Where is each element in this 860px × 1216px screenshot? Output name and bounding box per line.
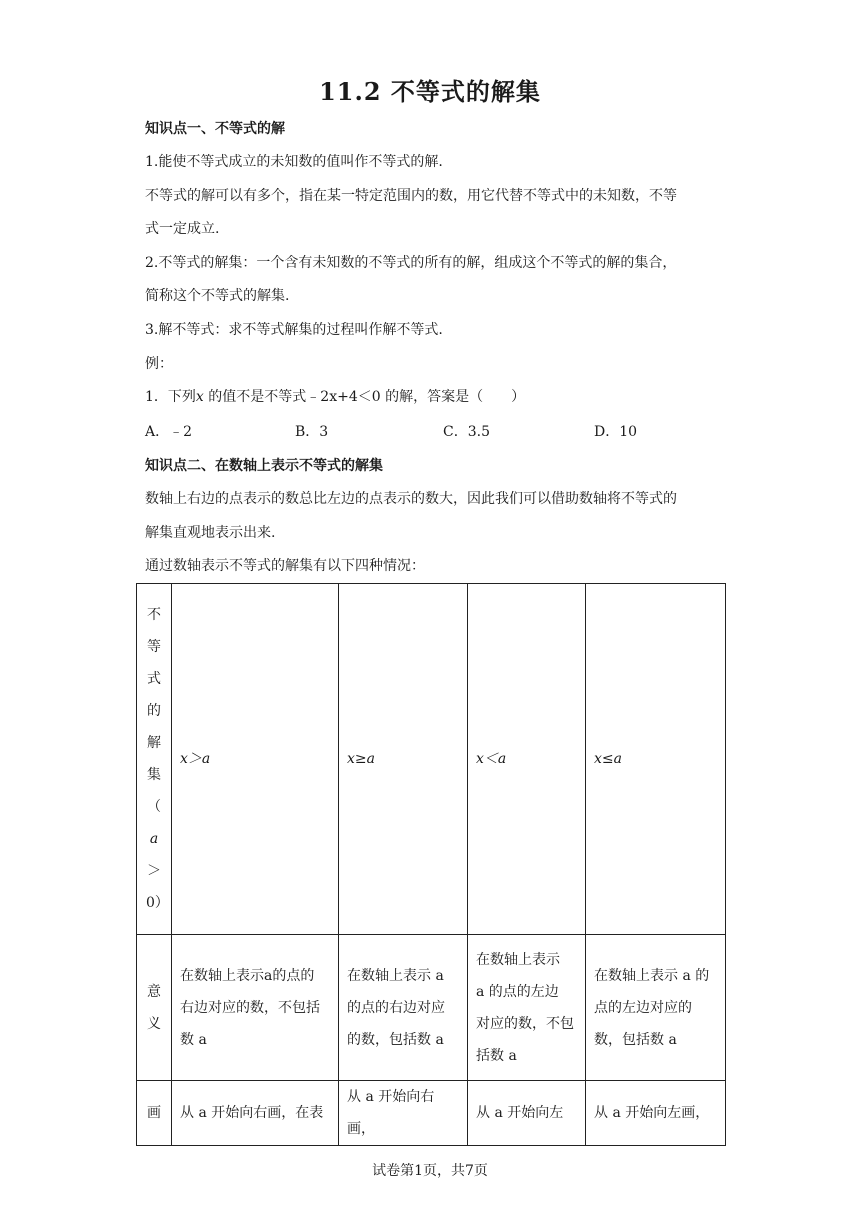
question-text: 1．下列 — [145, 389, 196, 405]
table-cell — [172, 935, 339, 1081]
row-header-meaning — [137, 935, 172, 1081]
page-footer: 试卷第1页，共7页 — [372, 1163, 488, 1179]
cell-line: 在数轴上表示a的点的 — [180, 967, 315, 984]
option-c: C．3.5 — [443, 424, 490, 440]
paragraph: 简称这个不等式的解集. — [145, 288, 290, 304]
cell-line: 在数轴上表示 a 的 — [594, 967, 710, 984]
header-char: ＞ — [147, 863, 161, 879]
cell-line: 的点的右边对应 — [347, 999, 445, 1016]
header-char: 0） — [146, 895, 169, 911]
paragraph: 解集直观地表示出来. — [145, 525, 276, 541]
page-title: 11.2 不等式的解集 — [319, 77, 541, 106]
header-char: 式 — [147, 671, 161, 687]
question-text: 的值不是不等式﹣2x+4＜0 的解，答案是（ ） — [208, 389, 526, 405]
table-cell: x≤a — [586, 584, 726, 935]
paragraph: 通过数轴表示不等式的解集有以下四种情况： — [145, 558, 425, 574]
header-char: a — [149, 831, 159, 847]
cell-line: 对应的数，不包 — [476, 1015, 574, 1032]
option-d: D．10 — [594, 424, 638, 440]
cell-line: 的数，包括数 a — [347, 1031, 444, 1048]
example-label: 例： — [145, 356, 173, 372]
table-cell — [468, 935, 586, 1081]
header-char: 的 — [147, 703, 161, 719]
row-header-solution-set — [137, 584, 172, 935]
cell-line: 数 a — [180, 1031, 207, 1048]
header-char: 集 — [147, 767, 161, 783]
table-cell: 从 a 开始向左 — [468, 1081, 586, 1146]
paragraph: 数轴上右边的点表示的数总比左边的点表示的数大，因此我们可以借助数轴将不等式的 — [145, 491, 677, 507]
question-1 — [145, 387, 725, 407]
row-header-draw: 画 — [137, 1081, 172, 1146]
cell-line: 括数 a — [476, 1047, 517, 1064]
header-char: 不 — [147, 607, 161, 623]
cell-line: 在数轴上表示 a — [347, 967, 444, 984]
question-variable: x — [195, 389, 204, 405]
table-row — [137, 1081, 726, 1146]
table-cell — [586, 935, 726, 1081]
paragraph: 不等式的解可以有多个，指在某一特定范围内的数，用它代替不等式中的未知数，不等 — [145, 188, 677, 204]
header-char: 解 — [147, 735, 161, 751]
header-char: 义 — [147, 1015, 161, 1032]
inequality-table — [136, 583, 726, 1146]
option-a: A．﹣2 — [145, 424, 193, 440]
table-cell: 从 a 开始向左画， — [586, 1081, 726, 1146]
table-row — [137, 584, 726, 935]
option-b: B．3 — [295, 424, 329, 440]
cell-line: 点的左边对应的 — [594, 999, 692, 1016]
header-char: 等 — [147, 639, 161, 655]
cell-line: a 的点的左边 — [476, 983, 559, 1000]
table-row — [137, 935, 726, 1081]
table-cell — [339, 935, 468, 1081]
table-cell: x＜a — [468, 584, 586, 935]
section1-heading: 知识点一、不等式的解 — [145, 121, 285, 137]
table-cell: 从 a 开始向右画，在表 — [172, 1081, 339, 1146]
table-cell: x≥a — [339, 584, 468, 935]
paragraph: 1.能使不等式成立的未知数的值叫作不等式的解. — [145, 154, 443, 170]
section2-heading: 知识点二、在数轴上表示不等式的解集 — [145, 458, 383, 474]
paragraph: 2.不等式的解集：一个含有未知数的不等式的所有的解，组成这个不等式的解的集合， — [145, 255, 677, 271]
paragraph: 3.解不等式：求不等式解集的过程叫作解不等式. — [145, 322, 443, 338]
paragraph: 式一定成立. — [145, 221, 220, 237]
header-char: （ — [147, 799, 161, 815]
cell-line: 数，包括数 a — [594, 1031, 677, 1048]
header-char: 意 — [147, 983, 161, 1000]
cell-line: 在数轴上表示 — [476, 951, 560, 968]
cell-line: 右边对应的数，不包括 — [180, 999, 320, 1016]
table-cell: x＞a — [172, 584, 339, 935]
table-cell: 从 a 开始向右画， — [339, 1081, 468, 1146]
